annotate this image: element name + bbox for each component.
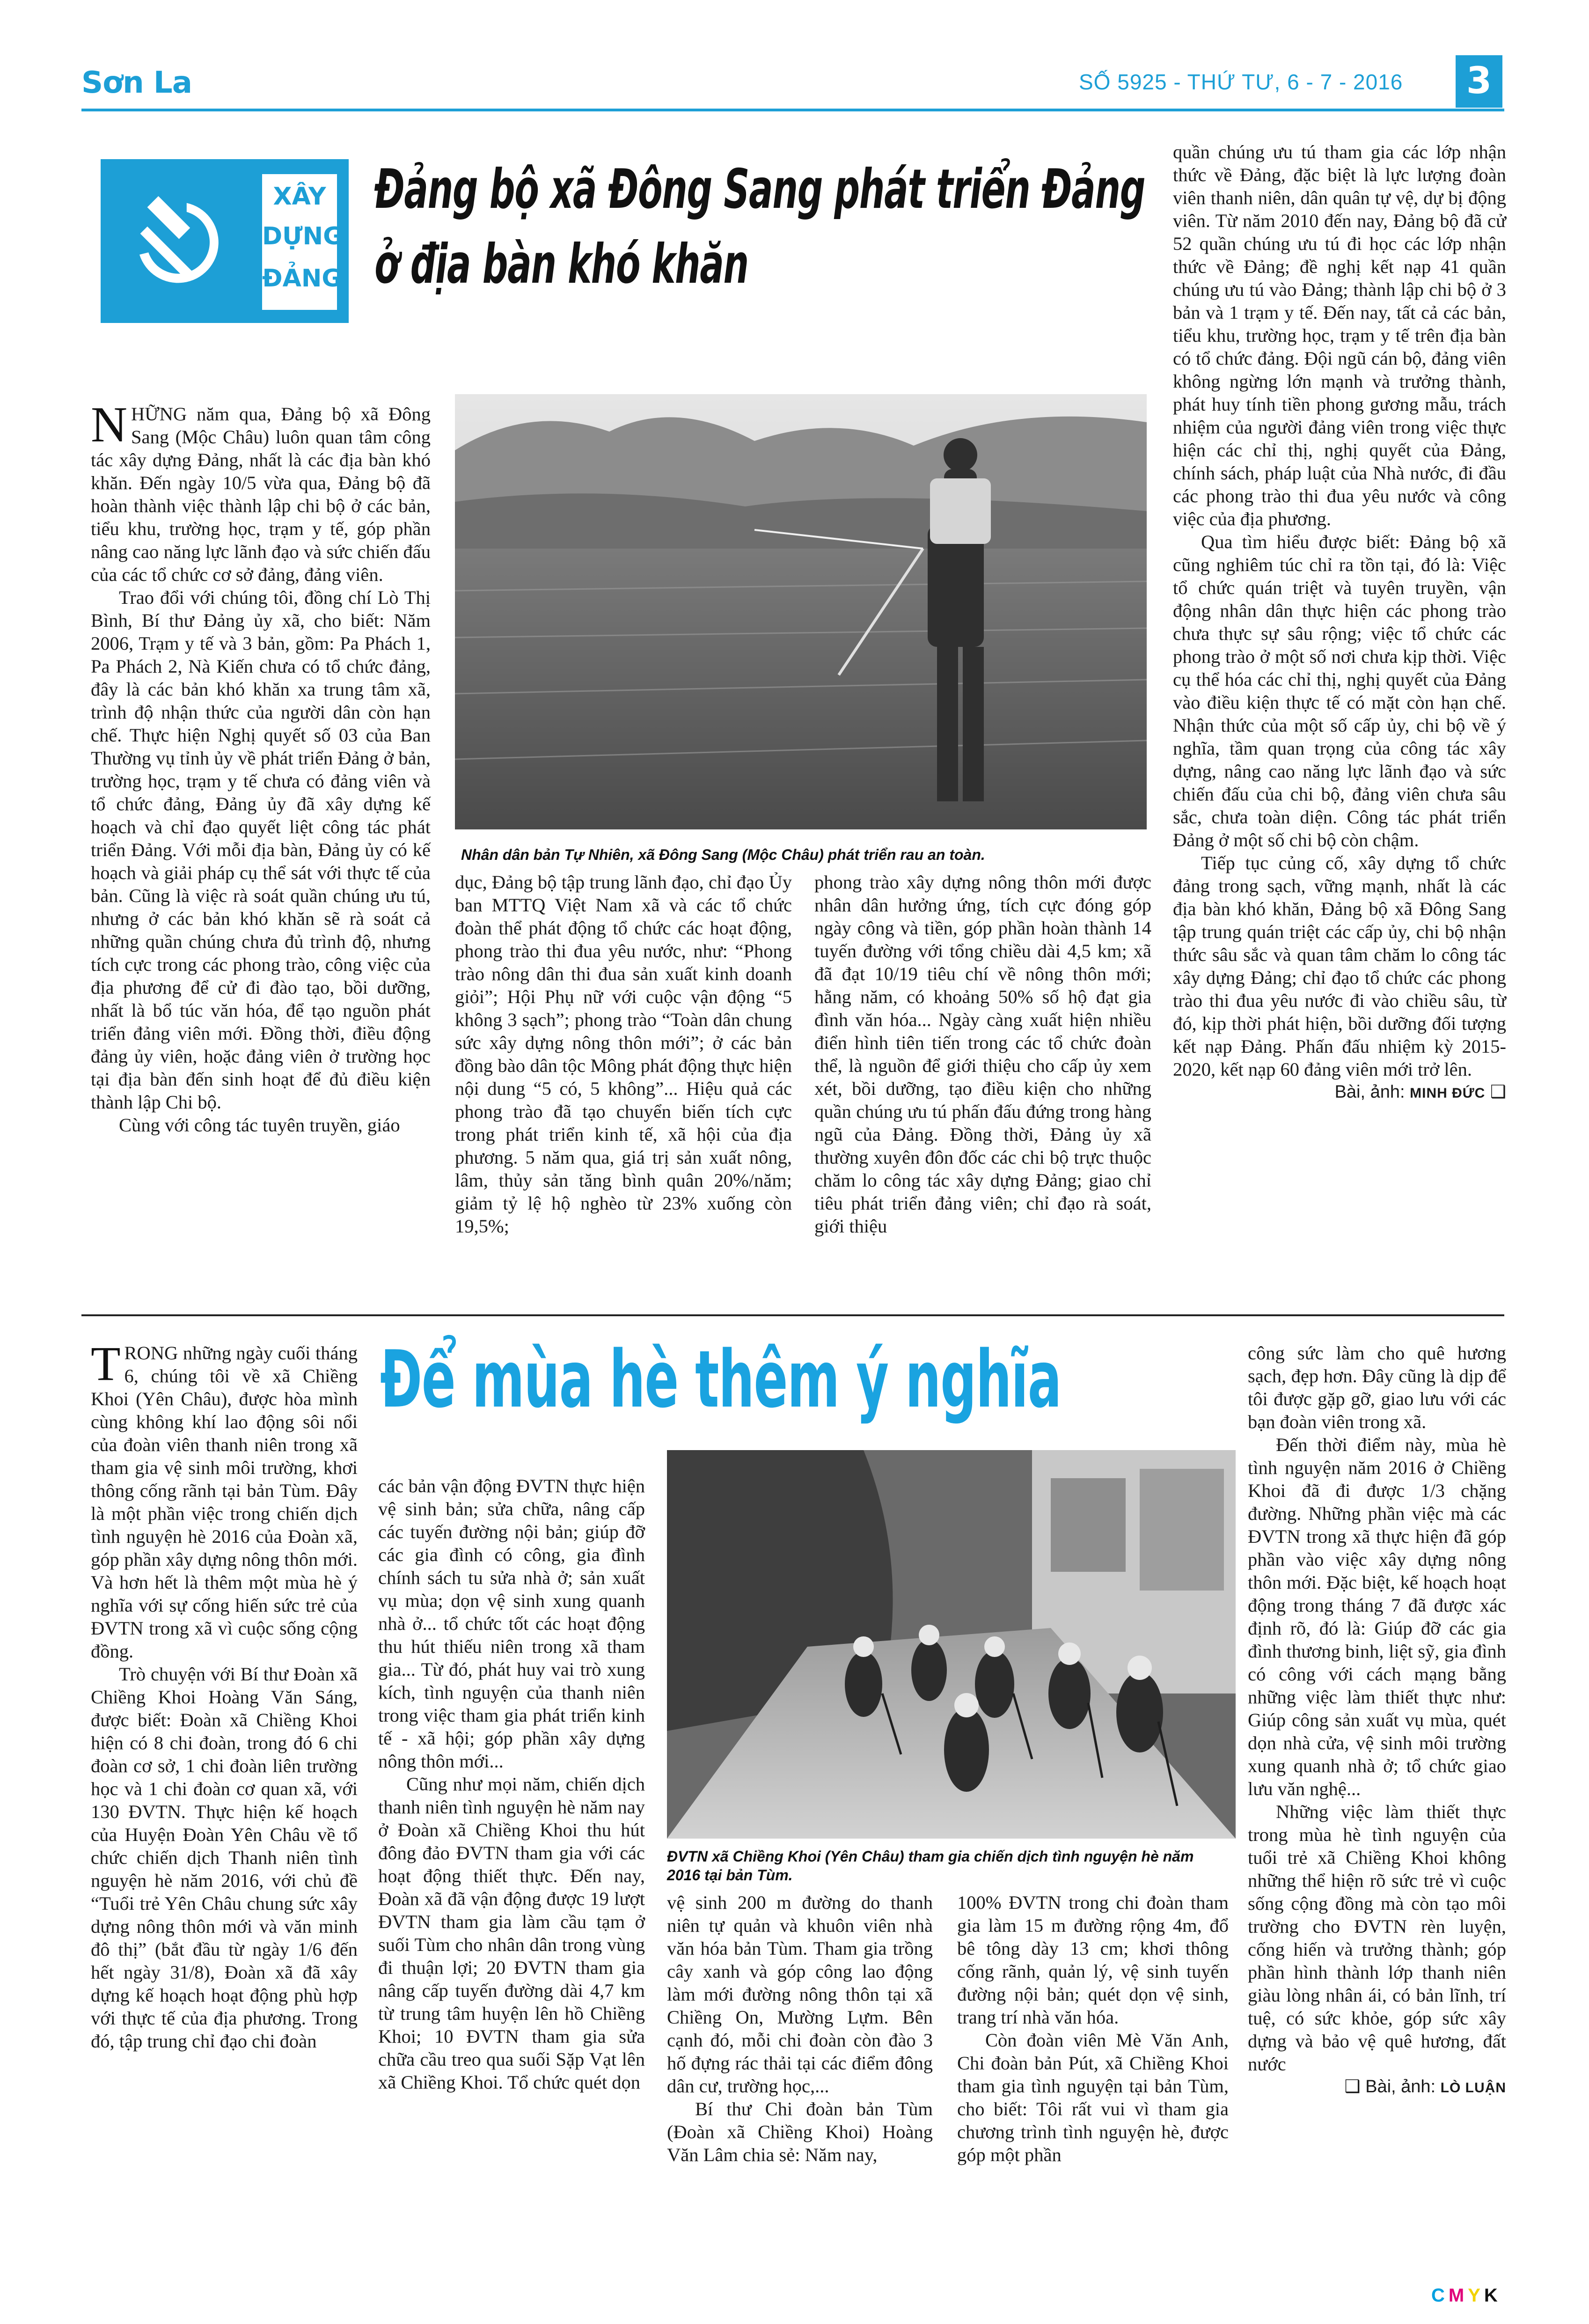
cmyk-m: M [1448, 2285, 1468, 2306]
article1-col4 [1173, 140, 1506, 1105]
badge-line2: DỰNG [262, 222, 343, 250]
dropcap: N [91, 397, 127, 453]
article2-col1 [91, 1337, 358, 2053]
article1-title-line1: Đảng bộ xã Đông Sang phát triển Đảng [374, 158, 1145, 221]
byline-prefix: Bài, ảnh: [1365, 2077, 1436, 2097]
cmyk-y: Y [1468, 2285, 1484, 2306]
cmyk-k: K [1484, 2285, 1501, 2306]
article2-photo-caption: ĐVTN xã Chiềng Khoi (Yên Châu) tham gia chiến dịch tình nguyện hè năm 2016 tại bản Tùm. [667, 1848, 1194, 1884]
paragraph: Cũng như mọi năm, chiến dịch thanh niên tình nguyện hè năm nay ở Đoàn xã Chiềng Khoi thu hút đông đảo ĐVTN tham gia với các hoạt động thiết thực. Đến nay, Đoàn xã đã vận động được 19 lượt ĐVTN tham gia làm cầu tạm ở suối Tùm cho nhân dân trong vùng đi thuận lợi; 20 ĐVTN tham gia nâng cấp tuyến đường dài 4,7 km từ trung tâm huyện lên hồ Chiềng Khoi; 10 ĐVTN tham gia sửa chữa cầu treo qua suối Sặp Vạt lên xã Chiềng Khoi. Tổ chức quét dọn [378, 1774, 645, 2093]
header-rule [81, 109, 1504, 111]
badge-line3: ĐẢNG [262, 264, 342, 293]
paragraph: Đến thời điểm này, mùa hè tình nguyện năm 2016 ở Chiềng Khoi đã đi được 1/3 chặng đường. Những phần việc mà các ĐVTN trong xã thực hiện đã góp phần vào việc xây dựng nông thôn mới. Đặc biệt, kế hoạch hoạt động trong tháng 7 đã được xác định rõ, đó là: Giúp đỡ các gia đình thương binh, liệt sỹ, gia đình có công với cách mạng bằng những việc làm thiết thực như: Giúp công sản xuất vụ mùa, quét dọn nhà cửa, vệ sinh môi trường xung quanh nhà ở; tổ chức giao lưu văn nghệ... [1248, 1434, 1506, 1799]
article1-col3 [814, 871, 1151, 1238]
end-mark-icon: ❑ [1344, 2077, 1361, 2097]
paragraph: Bí thư Chi đoàn bản Tùm (Đoàn xã Chiềng Khoi) Hoàng Văn Lâm chia sẻ: Năm nay, [667, 2098, 933, 2165]
byline-prefix: Bài, ảnh: [1334, 1082, 1405, 1102]
paragraph: quần chúng ưu tú tham gia các lớp nhận thức về Đảng, đặc biệt là lực lượng đoàn viên thanh niên, dân quân tự vệ, dự bị động viên. Từ năm 2010 đến nay, Đảng bộ đã cử 52 quần chúng ưu tú đi học các lớp nhận thức về Đảng; đề nghị kết nạp 41 quần chúng ưu tú vào Đảng; thành lập chi bộ ở 3 bản và 1 trạm y tế. Đến nay, tất cả các bản, tiểu khu, trường học, trạm y tế trên địa bàn có tổ chức đảng. Đội ngũ cán bộ, đảng viên không ngừng lớn mạnh và trưởng thành, phát huy tính tiền phong gương mẫu, trách nhiệm của người đảng viên trong việc thực hiện các chỉ thị, nghị quyết của Đảng, chính sách, pháp luật của Nhà nước, đi đầu các phong trào thi đua yêu nước và công việc của địa phương. [1173, 141, 1506, 529]
paragraph: vệ sinh 200 m đường do thanh niên tự quản và khuôn viên nhà văn hóa bản Tùm. Tham gia trồng cây xanh và góp công lao động làm mới đường nông thôn tại xã Chiềng On, Mường Lựm. Bên cạnh đó, mỗi chi đoàn còn đào 3 hố đựng rác thải tại các điểm đông dân cư, trường học,... [667, 1892, 933, 2097]
paragraph: các bản vận động ĐVTN thực hiện vệ sinh bản; sửa chữa, nâng cấp các tuyến đường nội bản; giúp đỡ các gia đình có công, gia đình chính sách tu sửa nhà ở; sản xuất vụ mùa; dọn vệ sinh xung quanh nhà ở... tổ chức tốt các hoạt động thu hút thiếu niên trong xã tham gia... Từ đó, phát huy vai trò xung kích, tình nguyện của thanh niên trong việc tham gia phát triển kinh tế - xã hội; góp phần xây dựng nông thôn mới... [378, 1475, 645, 1772]
byline [1173, 1081, 1506, 1105]
article1-col2 [455, 871, 792, 1238]
article2-col2 [378, 1474, 645, 2094]
paragraph: phong trào xây dựng nông thôn mới được nhân dân hưởng ứng, tích cực đóng góp ngày công và tiền, góp phần hoàn thành 14 tuyến đường với tổng chiều dài 4,5 km; xã đã đạt 10/19 tiêu chí về nông thôn mới; hằng năm, có khoảng 50% số hộ đạt gia đình văn hóa... Ngày càng xuất hiện nhiều điển hình tiên tiến trong các tổ chức đoàn thể, là nguồn để giới thiệu cho cấp ủy xem xét, bồi dưỡng, tạo điều kiện cho những quần chúng ưu tú phấn đấu đứng trong hàng ngũ của Đảng. Đồng thời, Đảng ủy xã thường xuyên đôn đốc các chi bộ trực thuộc chăm lo công tác xây dựng Đảng; giao chỉ tiêu phát triển đảng viên; chỉ đạo rà soát, giới thiệu [814, 872, 1151, 1237]
paragraph: Cùng với công tác tuyên truyền, giáo [119, 1114, 400, 1136]
article2-title: Để mùa hè thêm ý nghĩa [380, 1334, 1062, 1425]
byline [1248, 2075, 1506, 2099]
hammer-sickle-icon [117, 187, 229, 300]
badge-line1: XÂY [273, 183, 326, 211]
paragraph: Tiếp tục củng cố, xây dựng tổ chức đảng trong sạch, vững mạnh, nhất là các địa bàn khó khăn, Đảng bộ xã Đông Sang tập trung quán triệt các cấp ủy, chi bộ nhận thức sâu sắc và quan tâm chăm lo công tác xây dựng Đảng; chỉ đạo tổ chức các phong trào thi đua yêu nước đi vào chiều sâu, từ đó, kịp thời phát hiện, bồi dưỡng đối tượng kết nạp Đảng. Phấn đấu nhiệm kỳ 2015-2020, kết nạp 60 đảng viên mới trở lên. [1173, 852, 1506, 1080]
article1-photo-caption: Nhân dân bản Tự Nhiên, xã Đông Sang (Mộc Châu) phát triển rau an toàn. [461, 846, 985, 863]
cmyk-c: C [1431, 2285, 1449, 2306]
byline-author: MINH ĐỨC [1410, 1085, 1486, 1101]
paragraph: Còn đoàn viên Mè Văn Anh, Chi đoàn bản Pút, xã Chiềng Khoi tham gia tình nguyện tại bản Tùm, cho biết: Tôi rất vui vì tham gia chương trình tình nguyện hè, được góp một phần [957, 2030, 1229, 2165]
paragraph: Trao đổi với chúng tôi, đồng chí Lò Thị Bình, Bí thư Đảng ủy xã, cho biết: Năm 2006, Trạm y tế và 3 bản, gồm: Pa Phách 1, Pa Phách 2, Nà Kiến chưa có tổ chức đảng, đây là các bản khó khăn xa trung tâm xã, trình độ nhận thức của người dân còn hạn chế. Thực hiện Nghị quyết số 03 của Ban Thường vụ tỉnh ủy về phát triển Đảng ở bản, trường học, trạm y tế chưa có đảng viên và tổ chức đảng, Đảng ủy đã xây dựng kế hoạch và chỉ đạo quyết liệt công tác phát triển Đảng. Với mỗi địa bàn, Đảng ủy có kế hoạch và giải pháp cụ thể sát với thực tế của bản. Cũng là việc rà soát quần chúng ưu tú, nhưng ở các bản khó khăn sẽ rà soát cả những quần chúng chưa đủ trình độ, nhưng tích cực trong các phong trào, công việc của địa phương để cử đi đào tạo, bồi dưỡng, nhất là bổ túc văn hóa, để tạo nguồn phát triển đảng viên mới. Đồng thời, điều động đảng ủy viên, hoặc đảng viên ở trường học tại địa bàn đến sinh hoạt để đủ điều kiện thành lập Chi bộ. [91, 587, 431, 1113]
byline-author: LÒ LUẬN [1440, 2080, 1506, 2096]
end-mark-icon: ❑ [1490, 1082, 1506, 1102]
cmyk-marks [1431, 2285, 1501, 2306]
article-divider [81, 1314, 1504, 1316]
paragraph: Trò chuyện với Bí thư Đoàn xã Chiềng Khoi Hoàng Văn Sáng, được biết: Đoàn xã Chiềng Khoi hiện có 8 chi đoàn, trong đó 6 chi đoàn cơ sở, 1 chi đoàn liên trường học và 1 chi đoàn cơ quan xã, với 130 ĐVTN. Thực hiện kế hoạch của Huyện Đoàn Yên Châu về tổ chức chiến dịch Thanh niên tình nguyện hè năm 2016, với chủ đề “Tuổi trẻ Yên Châu chung sức xây dựng nông thôn mới và văn minh đô thị” (bắt đầu từ ngày 1/6 đến hết ngày 31/8), Đoàn xã đã xây dựng kế hoạch hoạt động phù hợp với thực tế của địa phương. Trong đó, tập trung chỉ đạo chi đoàn [91, 1664, 358, 2052]
paragraph: RONG những ngày cuối tháng 6, chúng tôi về xã Chiềng Khoi (Yên Châu), được hòa mình cùng không khí lao động sôi nổi của đoàn viên thanh niên trong xã tham gia vệ sinh môi trường, khơi thông cống rãnh tại bản Tùm. Đây là một phần việc trong chiến dịch tình nguyện hè 2016 của Đoàn xã, góp phần xây dựng nông thôn mới. Và hơn hết là thêm một mùa hè ý nghĩa với sự cống hiến sức trẻ của ĐVTN trong xã vì cuộc sống cộng đồng. [91, 1342, 358, 1662]
paragraph: công sức làm cho quê hương sạch, đẹp hơn. Đây cũng là dịp để tôi được gặp gỡ, giao lưu với các bạn đoàn viên trong xã. [1248, 1342, 1506, 1432]
paragraph: HỮNG năm qua, Đảng bộ xã Đông Sang (Mộc Châu) luôn quan tâm công tác xây dựng Đảng, nhất là các địa bàn khó khăn. Đến ngày 10/5 vừa qua, Đảng bộ đã hoàn thành việc thành lập chi bộ ở các bản, tiểu khu, trường học, trạm y tế, góp phần nâng cao năng lực lãnh đạo và sức chiến đấu của các tổ chức cơ sở đảng, đảng viên. [91, 403, 431, 585]
article1-title-line2: ở địa bàn khó khăn [374, 233, 748, 296]
article2-col4 [957, 1891, 1229, 2166]
article2-photo [667, 1450, 1236, 1839]
page-number: 3 [1466, 60, 1492, 102]
article2-col5 [1248, 1342, 1506, 2099]
section-title: Sơn La [81, 66, 192, 100]
article1-photo [455, 394, 1147, 829]
paragraph: 100% ĐVTN trong chi đoàn tham gia làm 15 m đường rộng 4m, đổ bê tông dày 13 cm; khơi thông cống rãnh, quản lý, vệ sinh tuyến đường nội bản; quét dọn vệ sinh, trang trí nhà văn hóa. [957, 1892, 1229, 2028]
article1-col1 [91, 397, 431, 1136]
paragraph: Những việc làm thiết thực trong mùa hè tình nguyện của tuổi trẻ xã Chiềng Khoi không những thể hiện rõ sức trẻ vì cuộc sống cộng đồng mà còn tạo môi trường cho ĐVTN rèn luyện, cống hiến và trưởng thành; góp phần hình thành lớp thanh niên giàu lòng nhân ái, có bản lĩnh, trí tuệ, có sức khỏe, góp sức xây dựng và bảo vệ quê hương, đất nước [1248, 1801, 1506, 2075]
issue-info: SỐ 5925 - THỨ TƯ, 6 - 7 - 2016 [1079, 70, 1403, 94]
article2-col3 [667, 1891, 933, 2166]
paragraph: dục, Đảng bộ tập trung lãnh đạo, chỉ đạo Ủy ban MTTQ Việt Nam xã và các tổ chức đoàn thể phát động tổ chức các hoạt động, phong trào thi đua yêu nước, như: “Phong trào nông dân thi đua sản xuất kinh doanh giỏi”; Hội Phụ nữ với cuộc vận động “5 không 3 sạch”; phong trào “Toàn dân chung sức xây dựng nông thôn mới”; ở các bản đồng bào dân tộc Mông phát động thực hiện nội dung “5 có, 5 không”... Hiệu quả các phong trào đã tạo chuyển biến tích cực trong phát triển kinh tế, xã hội của địa phương. 5 năm qua, giá trị sản xuất nông, lâm, thủy sản tăng bình quân 20%/năm; giảm tỷ lệ hộ nghèo từ 23% xuống còn 19,5%; [455, 872, 792, 1237]
dropcap: T [91, 1337, 121, 1391]
paragraph: Qua tìm hiểu được biết: Đảng bộ xã cũng nghiêm túc chỉ ra tồn tại, đó là: Việc tổ chức quán triệt và tuyên truyền, vận động nhân dân thực hiện các phong trào chưa thực sự sâu rộng; việc tổ chức các phong trào ở một số nơi chưa kịp thời. Việc cụ thể hóa các chỉ thị, nghị quyết của Đảng vào điều kiện thực tế có mặt còn hạn chế. Nhận thức của một số cấp ủy, chi bộ về ý nghĩa, tầm quan trọng của công tác xây dựng, nâng cao năng lực lãnh đạo và sức chiến đấu của chi bộ, đảng viên chưa sâu sắc, chưa toàn diện. Công tác phát triển Đảng ở một số chi bộ còn chậm. [1173, 531, 1506, 850]
